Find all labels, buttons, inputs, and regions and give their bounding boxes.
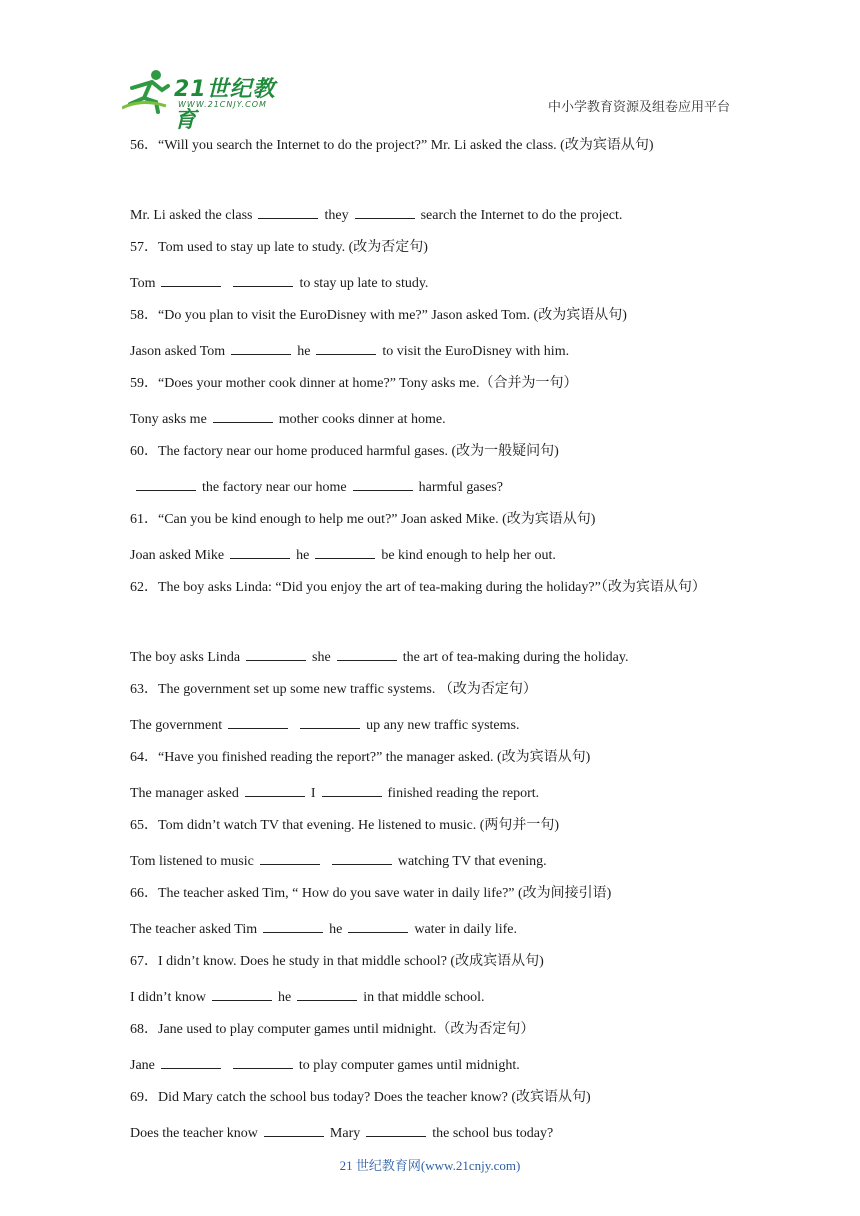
question-text: 56．“Will you search the Internet to do the project?” Mr. Li asked the class. (改为宾语从句) — [130, 138, 654, 153]
answer-text: she — [312, 650, 331, 665]
answer-text: he — [277, 990, 292, 1005]
answer-blank[interactable] — [245, 782, 305, 797]
answer-blank[interactable] — [213, 408, 273, 423]
answer-text: I — [310, 786, 316, 801]
answer-text: The manager asked — [130, 786, 239, 801]
answer-line — [130, 714, 740, 748]
answer-text: Tony asks me — [130, 412, 207, 427]
answer-blank[interactable] — [161, 272, 221, 287]
answer-text: harmful gases? — [418, 480, 503, 495]
question-text: 63．The government set up some new traffic systems. （改为否定句） — [130, 682, 537, 697]
answer-text: the school bus today? — [432, 1126, 554, 1141]
answer-text: I didn’t know — [130, 990, 206, 1005]
answer-line — [130, 850, 740, 884]
page-header — [0, 0, 860, 133]
answer-text: the art of tea-making during the holiday. — [402, 650, 629, 665]
answer-text: in that middle school. — [363, 990, 485, 1005]
answer-text: watching TV that evening. — [397, 854, 547, 869]
answer-text: Mr. Li asked the class — [130, 208, 253, 223]
answer-blank[interactable] — [233, 1054, 293, 1069]
answer-blank[interactable] — [212, 986, 272, 1001]
answer-text: be kind enough to help her out. — [381, 548, 556, 563]
question-text: 58．“Do you plan to visit the EuroDisney with me?” Jason asked Tom. (改为宾语从句) — [130, 308, 627, 323]
answer-text: mother cooks dinner at home. — [278, 412, 446, 427]
answer-blank[interactable] — [355, 204, 415, 219]
answer-text: Jane — [130, 1058, 155, 1073]
answer-text: Joan asked Mike — [130, 548, 225, 563]
answer-blank[interactable] — [297, 986, 357, 1001]
answer-line — [130, 646, 740, 680]
answer-blank[interactable] — [353, 476, 413, 491]
answer-text: The boy asks Linda — [130, 650, 241, 665]
answer-line — [130, 544, 740, 578]
logo-url-text: WWW.21CNJY.COM — [178, 100, 267, 109]
answer-line — [130, 1122, 740, 1156]
answer-text: the factory near our home — [202, 480, 347, 495]
answer-line — [130, 408, 740, 442]
question-text: 68．Jane used to play computer games until midnight.（改为否定句） — [130, 1022, 535, 1037]
answer-line — [130, 782, 740, 816]
answer-line — [130, 340, 740, 374]
answer-text: he — [296, 548, 310, 563]
answer-text: to play computer games until midnight. — [298, 1058, 520, 1073]
answer-line — [130, 476, 740, 510]
answer-line — [130, 204, 740, 238]
answer-blank[interactable] — [230, 544, 290, 559]
question-text: 62．The boy asks Linda: “Did you enjoy the art of tea-making during the holiday?”（改为宾语从句） — [130, 580, 706, 595]
answer-text: Jason asked Tom — [130, 344, 226, 359]
answer-line — [130, 272, 740, 306]
answer-text: The teacher asked Tim — [130, 922, 258, 937]
answer-text: he — [329, 922, 343, 937]
answer-blank[interactable] — [258, 204, 318, 219]
answer-text: to visit the EuroDisney with him. — [382, 344, 570, 359]
answer-text: they — [324, 208, 349, 223]
answer-line — [130, 986, 740, 1020]
answer-text: to stay up late to study. — [299, 276, 429, 291]
answer-blank[interactable] — [300, 714, 360, 729]
logo — [122, 68, 292, 133]
answer-text: Does the teacher know — [130, 1126, 258, 1141]
question-text: 59．“Does your mother cook dinner at home?” Tony asks me.（合并为一句） — [130, 376, 578, 391]
answer-blank[interactable] — [260, 850, 320, 865]
answer-blank[interactable] — [366, 1122, 426, 1137]
answer-text: finished reading the report. — [387, 786, 540, 801]
answer-text: he — [297, 344, 311, 359]
logo-brand-text: 21世纪教育 — [174, 77, 276, 133]
answer-blank[interactable] — [136, 476, 196, 491]
question-text: 57．Tom used to stay up late to study. (改为否定句) — [130, 240, 428, 255]
question-text: 67．I didn’t know. Does he study in that middle school? (改成宾语从句) — [130, 954, 544, 969]
question-text: 65．Tom didn’t watch TV that evening. He listened to music. (两句并一句) — [130, 818, 560, 833]
answer-line — [130, 1054, 740, 1088]
question-text: 66．The teacher asked Tim, “ How do you save water in daily life?” (改为间接引语) — [130, 886, 612, 901]
answer-text: search the Internet to do the project. — [420, 208, 623, 223]
page-footer: 21 世纪教育网(www.21cnjy.com) — [339, 1158, 521, 1173]
runner-logo-icon — [122, 68, 172, 114]
answer-blank[interactable] — [315, 544, 375, 559]
answer-blank[interactable] — [161, 1054, 221, 1069]
answer-blank[interactable] — [337, 646, 397, 661]
question-text: 60．The factory near our home produced harmful gases. (改为一般疑问句) — [130, 444, 559, 459]
answer-line — [130, 918, 740, 952]
answer-text: Tom — [130, 276, 156, 291]
answer-blank[interactable] — [264, 1122, 324, 1137]
answer-text: The government — [130, 718, 223, 733]
answer-blank[interactable] — [332, 850, 392, 865]
answer-blank[interactable] — [228, 714, 288, 729]
header-platform-title: 中小学教育资源及组卷应用平台 — [547, 100, 730, 115]
answer-text: Mary — [329, 1126, 361, 1141]
question-text: 69．Did Mary catch the school bus today? Does the teacher know? (改宾语从句) — [130, 1090, 591, 1105]
question-text: 64．“Have you finished reading the report?” the manager asked. (改为宾语从句) — [130, 750, 591, 765]
answer-text: Tom listened to music — [130, 854, 254, 869]
answer-blank[interactable] — [246, 646, 306, 661]
answer-blank[interactable] — [316, 340, 376, 355]
answer-blank[interactable] — [322, 782, 382, 797]
answer-blank[interactable] — [233, 272, 293, 287]
answer-text: up any new traffic systems. — [366, 718, 520, 733]
question-text: 61．“Can you be kind enough to help me out?” Joan asked Mike. (改为宾语从句) — [130, 512, 596, 527]
answer-blank[interactable] — [263, 918, 323, 933]
question-list — [130, 136, 740, 1156]
answer-text: water in daily life. — [414, 922, 517, 937]
answer-blank[interactable] — [231, 340, 291, 355]
answer-blank[interactable] — [348, 918, 408, 933]
